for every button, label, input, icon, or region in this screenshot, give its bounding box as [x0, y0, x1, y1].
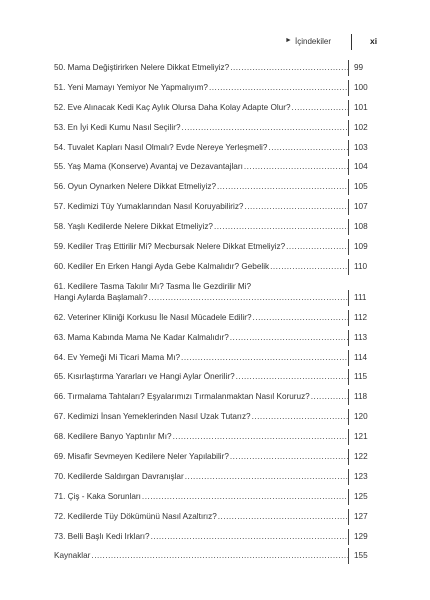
- dot-leader: [270, 262, 349, 272]
- dot-leader: [230, 63, 349, 73]
- page-divider: [348, 449, 349, 465]
- page-divider: [348, 469, 349, 485]
- toc-entry-page: 129: [354, 531, 368, 541]
- toc-entry[interactable]: [54, 242, 376, 261]
- toc-entry[interactable]: [54, 222, 376, 241]
- toc-entry-title: 63. Mama Kabında Mama Ne Kadar Kalmalıdır?: [54, 332, 229, 342]
- toc-entry[interactable]: [54, 262, 376, 281]
- toc-entry-page: 107: [354, 202, 368, 212]
- toc-entry-page: 104: [354, 162, 368, 172]
- toc-entry[interactable]: [54, 432, 376, 451]
- toc-entry-title: 52. Eve Alınacak Kedi Kaç Aylık Olursa Daha Kolay Adapte Olur?: [54, 102, 291, 112]
- page-divider: [348, 330, 349, 346]
- toc-entry[interactable]: [54, 353, 376, 372]
- toc-entry-page: 105: [354, 182, 368, 192]
- toc-entry-page: 127: [354, 511, 368, 521]
- toc-entry-page: 120: [354, 412, 368, 422]
- toc-entry[interactable]: [54, 492, 376, 511]
- running-header: [0, 36, 430, 52]
- page-divider: [348, 199, 349, 215]
- page-divider: [348, 509, 349, 525]
- toc-entry[interactable]: [54, 472, 376, 491]
- toc-entry-title-continued: Hangi Aylarda Başlamalı?: [54, 292, 148, 302]
- page-divider: [348, 489, 349, 505]
- toc-entry-title: 65. Kısırlaştırma Yararları ve Hangi Aylar Önerilir?: [54, 372, 235, 382]
- dot-leader: [91, 551, 349, 561]
- toc-entry-page: 121: [354, 432, 368, 442]
- toc-entry[interactable]: [54, 162, 376, 181]
- toc-entry[interactable]: [54, 452, 376, 471]
- page-divider: [348, 548, 349, 564]
- dot-leader: [236, 372, 349, 382]
- dot-leader: [230, 452, 349, 462]
- toc-entry-title: 64. Ev Yemeği Mi Ticari Mama Mı?: [54, 352, 181, 362]
- toc-entry-title: 73. Belli Başlı Kedi Irkları?: [54, 531, 150, 541]
- toc-entry[interactable]: [54, 282, 376, 312]
- dot-leader: [142, 492, 349, 502]
- page-divider: [348, 409, 349, 425]
- page-divider: [348, 239, 349, 255]
- toc-entry-page: 99: [354, 63, 364, 72]
- dot-leader: [292, 103, 349, 113]
- toc-entry-title: 51. Yeni Mamayı Yemiyor Ne Yapmalıyım?: [54, 82, 208, 92]
- header-divider: [351, 34, 352, 50]
- dot-leader: [230, 333, 349, 343]
- dot-leader: [268, 143, 349, 153]
- header-title: İçindekiler: [295, 37, 332, 46]
- dot-leader: [217, 182, 349, 192]
- page-divider: [348, 529, 349, 545]
- toc-entry[interactable]: [54, 103, 376, 122]
- toc-entry-page: 113: [354, 332, 368, 342]
- dot-leader: [311, 392, 349, 402]
- toc-entry-page: 118: [354, 392, 368, 402]
- toc-entry[interactable]: [54, 412, 376, 431]
- toc-entry[interactable]: [54, 202, 376, 221]
- page-divider: [348, 290, 349, 306]
- page-divider: [348, 60, 349, 76]
- toc-entry-page: 122: [354, 452, 368, 462]
- toc-entry-title: 53. En İyi Kedi Kumu Nasıl Seçilir?: [54, 122, 181, 132]
- header-page-number: xi: [370, 36, 378, 46]
- toc-entry-page: 110: [354, 261, 368, 271]
- page-divider: [348, 100, 349, 116]
- toc-entry-title: 59. Kediler Traş Ettirilir Mi? Mecbursak Nelere Dikkat Etmeliyiz?: [54, 242, 286, 252]
- page-divider: [348, 310, 349, 326]
- toc-entry-page: 115: [354, 372, 368, 382]
- page-divider: [348, 389, 349, 405]
- page-divider: [348, 219, 349, 235]
- toc-entry-title: 66. Tırmalama Tahtaları? Eşyalarımızı Tırmalanmaktan Nasıl Koruruz?: [54, 392, 310, 402]
- dot-leader: [214, 222, 349, 232]
- dot-leader: [244, 162, 349, 172]
- page-divider: [348, 429, 349, 445]
- toc-entry-page: 111: [354, 292, 367, 302]
- toc-entry-page: 108: [354, 222, 368, 232]
- triangle-right-icon: ►: [285, 37, 292, 44]
- toc-entry[interactable]: [54, 63, 376, 82]
- toc-entry[interactable]: [54, 83, 376, 102]
- toc-entry-title: 61. Kedilere Tasma Takılır Mı? Tasma İle Gezdirilir Mi?: [54, 281, 252, 291]
- toc-entry-title: 72. Kedilerde Tüy Dökümünü Nasıl Azaltırız?: [54, 511, 217, 521]
- toc-entry-title: 69. Misafir Sevmeyen Kedilere Neler Yapılabilir?: [54, 452, 229, 462]
- page-divider: [348, 140, 349, 156]
- dot-leader: [185, 472, 349, 482]
- dot-leader: [253, 313, 349, 323]
- table-of-contents: [54, 62, 376, 570]
- toc-entry-page: 102: [354, 122, 368, 132]
- page-divider: [348, 120, 349, 136]
- toc-entry-title: 54. Tuvalet Kapları Nasıl Olmalı? Evde Nereye Yerleşmeli?: [54, 142, 268, 152]
- toc-entry-title: 62. Veteriner Kliniği Korkusu İle Nasıl Mücadele Edilir?: [54, 312, 252, 322]
- dot-leader: [173, 432, 349, 442]
- toc-entry[interactable]: [54, 392, 376, 411]
- toc-entry[interactable]: [54, 532, 376, 551]
- toc-entry-title: 71. Çiş - Kaka Sorunları: [54, 491, 141, 501]
- toc-entry-title: 58. Yaşlı Kedilerde Nelere Dikkat Etmeliyiz?: [54, 222, 213, 232]
- toc-entry-page: 103: [354, 142, 368, 152]
- toc-entry-page: 123: [354, 471, 368, 481]
- toc-entry[interactable]: [54, 512, 376, 531]
- dot-leader: [182, 123, 349, 133]
- dot-leader: [181, 353, 349, 363]
- toc-entry-page: 109: [354, 242, 368, 252]
- toc-entry-title: 70. Kedilerde Saldırgan Davranışlar: [54, 471, 184, 481]
- page-divider: [348, 350, 349, 366]
- toc-entry-title: 56. Oyun Oynarken Nelere Dikkat Etmeliyiz?: [54, 182, 216, 192]
- dot-leader: [244, 202, 349, 212]
- toc-entry-title: 60. Kediler En Erken Hangi Ayda Gebe Kalmalıdır? Gebelik: [54, 261, 270, 271]
- toc-entry-title: 68. Kedilere Banyo Yaptırılır Mı?: [54, 432, 172, 442]
- dot-leader: [286, 242, 349, 252]
- toc-entry[interactable]: [54, 551, 376, 570]
- toc-entry-title: 57. Kedimizi Tüy Yumaklarından Nasıl Koruyabiliriz?: [54, 202, 244, 212]
- toc-entry[interactable]: [54, 372, 376, 391]
- dot-leader: [149, 293, 349, 303]
- page-divider: [348, 369, 349, 385]
- page-divider: [348, 179, 349, 195]
- toc-entry-title: 55. Yaş Mama (Konserve) Avantaj ve Dezavantajları: [54, 162, 243, 172]
- dot-leader: [252, 412, 349, 422]
- page-divider: [348, 259, 349, 275]
- toc-entry[interactable]: [54, 123, 376, 142]
- toc-entry-page: 114: [354, 352, 368, 362]
- toc-entry[interactable]: [54, 182, 376, 201]
- toc-entry[interactable]: [54, 333, 376, 352]
- page-divider: [348, 159, 349, 175]
- toc-entry-title: 67. Kedimizi İnsan Yemeklerinden Nasıl Uzak Tutarız?: [54, 412, 251, 422]
- toc-entry[interactable]: [54, 313, 376, 332]
- toc-entry-page: 155: [354, 551, 368, 561]
- toc-entry-page: 125: [354, 491, 368, 501]
- toc-entry[interactable]: [54, 143, 376, 162]
- page-divider: [348, 80, 349, 96]
- dot-leader: [218, 512, 349, 522]
- toc-entry-page: 101: [354, 102, 368, 112]
- dot-leader: [209, 83, 349, 93]
- toc-entry-page: 100: [354, 82, 368, 92]
- toc-entry-title: 50. Mama Değiştirirken Nelere Dikkat Etmeliyiz?: [54, 63, 230, 72]
- dot-leader: [151, 532, 349, 542]
- toc-entry-page: 112: [354, 312, 368, 322]
- toc-entry-title: Kaynaklar: [54, 551, 91, 561]
